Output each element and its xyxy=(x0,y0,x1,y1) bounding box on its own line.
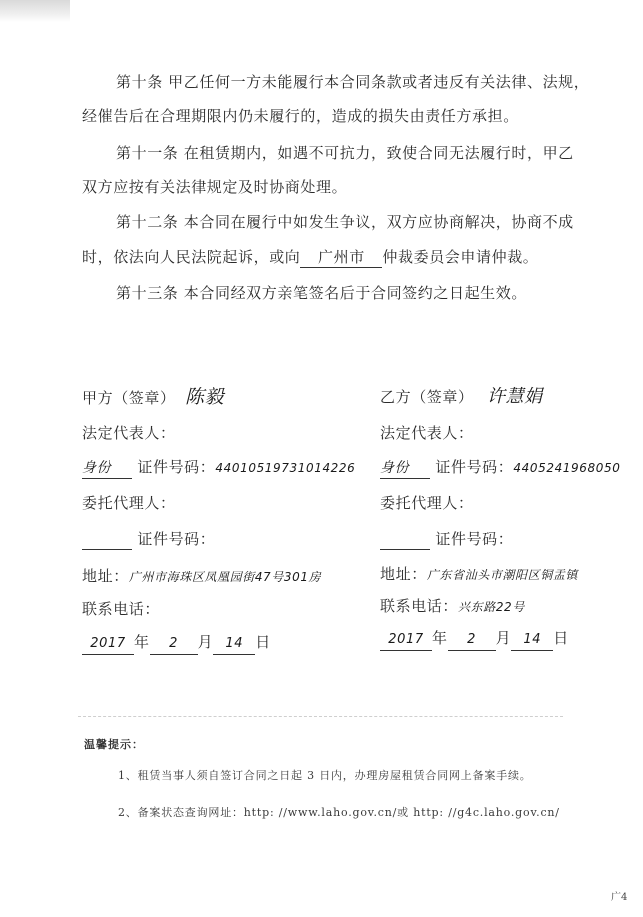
party-a-date-month: 2 xyxy=(150,634,198,655)
party-a-date-year: 2017 xyxy=(82,634,134,655)
party-a-date-day: 14 xyxy=(213,634,255,655)
clause-10-line2: 经催告后在合理期限内仍未履行的，造成的损失由责任方承担。 xyxy=(82,107,519,125)
party-b-agent-id-label: 证件号码： xyxy=(435,530,514,548)
party-b-date-year: 2017 xyxy=(380,630,432,651)
party-b-sign-label: 乙方（签章） xyxy=(380,388,474,406)
arbitration-city: 广州市 xyxy=(300,247,382,268)
party-b-agent-id-blank xyxy=(380,529,430,550)
party-a-rep-label: 法定代表人： xyxy=(82,424,176,442)
party-a-sign-label: 甲方（签章） xyxy=(82,389,176,407)
party-b-day-unit: 日 xyxy=(553,629,569,647)
party-b-address-line2: 兴东路22号 xyxy=(458,600,525,614)
party-a-year-unit: 年 xyxy=(134,633,150,651)
party-a-agent-id-row xyxy=(82,529,215,550)
party-b-phone-label: 联系电话： xyxy=(380,597,459,615)
tips-item-2: 2、备案状态查询网址：http: //www.laho.gov.cn/或 http: //g4c.laho.gov.cn/ xyxy=(118,806,560,819)
clause-11-line2: 双方应按有关法律规定及时协商处理。 xyxy=(82,178,348,196)
party-a-agent-label: 委托代理人： xyxy=(82,494,176,512)
party-a-date xyxy=(82,632,271,655)
party-b-year-unit: 年 xyxy=(432,629,448,647)
tips-title: 温馨提示： xyxy=(84,738,144,751)
party-a-agent-id-label: 证件号码： xyxy=(137,530,216,548)
clause-10-line1: 第十条 甲乙任何一方未能履行本合同条款或者违反有关法律、法规， xyxy=(116,73,590,91)
page-mark: 广4 xyxy=(611,892,628,903)
party-a-address-label: 地址： xyxy=(82,567,129,585)
party-a-phone-label: 联系电话： xyxy=(82,600,161,618)
party-b-rep-label: 法定代表人： xyxy=(380,424,474,442)
party-a-id-type: 身份 xyxy=(82,458,132,479)
party-a-month-unit: 月 xyxy=(197,633,214,651)
party-b-address-row xyxy=(380,564,578,585)
party-b-agent-label: 委托代理人： xyxy=(380,494,474,512)
clause-13-line1: 第十三条 本合同经双方亲笔签名后于合同签约之日起生效。 xyxy=(116,284,527,302)
party-a-id-number: 44010519731014226 xyxy=(215,461,356,475)
party-a-address: 广州市海珠区凤凰园街47号301房 xyxy=(128,570,322,584)
party-b-date-day: 14 xyxy=(511,630,553,651)
party-b-date xyxy=(380,628,569,651)
party-a-id-label: 证件号码： xyxy=(137,458,216,476)
party-b-id-number: 4405241968050 xyxy=(513,461,621,475)
party-b-date-month: 2 xyxy=(448,630,496,651)
tips-separator xyxy=(78,716,563,717)
party-b-address-line1: 广东省汕头市潮阳区铜盂镇 xyxy=(426,568,579,582)
party-b-address-label: 地址： xyxy=(380,565,427,583)
clause-12-line2-pre: 时，依法向人民法院起诉，或向 xyxy=(82,248,301,266)
party-b-sign-block xyxy=(380,387,543,407)
party-a-signature: 陈毅 xyxy=(184,386,225,408)
clause-12-line1: 第十二条 本合同在履行中如发生争议，双方应协商解决，协商不成 xyxy=(116,213,574,231)
party-b-id-label: 证件号码： xyxy=(435,458,514,476)
party-b-id-type: 身份 xyxy=(380,458,430,479)
scan-shadow-corner xyxy=(0,0,70,22)
party-b-agent-id-row xyxy=(380,529,513,550)
party-b-month-unit: 月 xyxy=(495,629,512,647)
party-b-phone-row xyxy=(380,596,525,617)
clause-12-line2 xyxy=(82,247,538,268)
party-a-sign-block xyxy=(82,387,224,408)
party-b-id-row xyxy=(380,457,620,479)
clause-11-line1: 第十一条 在租赁期内，如遇不可抗力，致使合同无法履行时，甲乙 xyxy=(116,144,574,162)
party-a-address-row xyxy=(82,566,321,587)
party-b-signature: 许慧娟 xyxy=(486,386,543,407)
party-a-agent-id-blank xyxy=(82,529,132,550)
party-a-day-unit: 日 xyxy=(255,633,271,651)
tips-item-1: 1、租赁当事人须自签订合同之日起 3 日内，办理房屋租赁合同网上备案手续。 xyxy=(118,769,532,782)
clause-12-line2-post: 仲裁委员会申请仲裁。 xyxy=(382,248,539,266)
party-a-id-row xyxy=(82,457,355,479)
